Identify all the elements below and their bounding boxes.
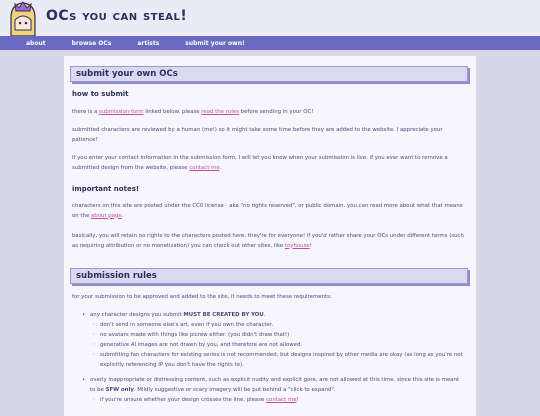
rule-subitem-3: ◦ generative AI images are not drawn by you, and therefore are not allowed. xyxy=(92,342,303,348)
nav-submit-your-own[interactable]: submit your own! xyxy=(185,39,245,47)
submission-form-link[interactable]: submission form xyxy=(99,109,144,115)
nav-about[interactable]: about xyxy=(26,39,46,47)
submit-paragraph-4: characters on this site are posted under the CC0 license - aka "no rights reserved", or public domain. you can read more about what that means on the about page. xyxy=(72,203,463,219)
rule-subitem-2: ◦ no avatars made with things like picrew either. (you didn't draw that!) xyxy=(92,332,290,338)
rule-subitem-5: ◦ if you're unsure whether your design crosses the line, please contact me! xyxy=(92,397,299,403)
contact-me-link[interactable]: contact me xyxy=(189,164,220,171)
nav-artists[interactable]: artists xyxy=(137,39,160,47)
submit-paragraph-5: basically, you will retain no rights to the characters posted here. they're for everyone! if you'd rather share your OCs under different terms (such as requiring attribution or no monetization) you can check out other sites, like toyhouse! xyxy=(72,233,464,249)
rules-section-title: submission rules xyxy=(70,268,468,284)
read-rules-link[interactable]: read the rules xyxy=(201,109,239,115)
contact-me-link-2[interactable]: contact me xyxy=(266,397,297,403)
main-nav xyxy=(0,36,540,50)
toyhouse-link[interactable]: toyhouse xyxy=(284,242,310,249)
rule-item-1: • any character designs you submit MUST BE CREATED BY YOU. xyxy=(82,312,266,318)
mascot-logo-icon[interactable] xyxy=(6,0,40,36)
submit-paragraph-3: if you enter your contact information in the submission form, I will let you know when your submission is live. if you ever want to remove a submitted design from the website, please contact me. xyxy=(72,155,448,171)
site-title[interactable]: OCs you can steal! xyxy=(46,8,188,24)
submit-paragraph-1: there is a submission form linked below. please read the rules before sending in your OC! xyxy=(72,109,314,115)
nav-browse-ocs[interactable]: browse OCs xyxy=(71,39,112,47)
rules-intro: for your submission to be approved and added to the site, it needs to meet these requirements: xyxy=(72,294,332,300)
submit-section-title: submit your own OCs xyxy=(70,66,468,82)
how-to-submit-heading: how to submit xyxy=(72,90,129,98)
rule-subitem-4: ◦ submitting fan characters for existing series is not recommended, but designs inspired by other media are okay (as long as you're not explicitly referencing IP you don't have the rights to). xyxy=(92,352,463,368)
content-panel xyxy=(64,56,476,416)
rule-subitem-1: ◦ don't send in someone else's art, even if you own the character. xyxy=(92,322,274,328)
about-page-link[interactable]: about page xyxy=(91,212,122,219)
rule-item-2: • overly inappropriate or distressing content, such as explicit nudity and explicit gore, are not allowed at this time. since this site is meant to be SFW only. Mildly suggestive or scary imagery will be put behind a "click to expand". xyxy=(82,377,460,393)
submit-paragraph-2: submitted characters are reviewed by a human (me!) so it might take some time before they are added to the website. I appreciate your patience! xyxy=(72,127,443,143)
site-header xyxy=(0,0,540,36)
important-notes-heading: important notes! xyxy=(72,185,140,193)
